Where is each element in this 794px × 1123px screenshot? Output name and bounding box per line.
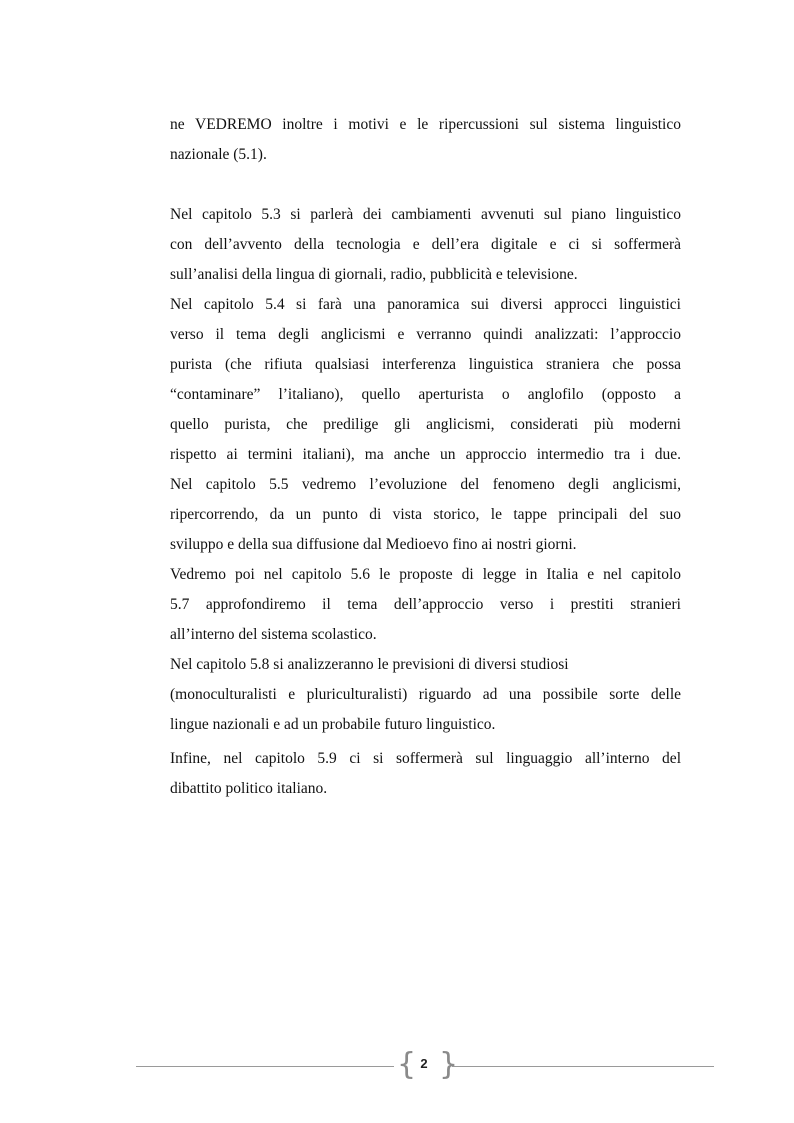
body-line: verso il tema degli anglicismi e verranno quindi analizzati: l’approccio [170,326,681,343]
body-line: purista (che rifiuta qualsiasi interferenza linguistica straniera che possa [170,356,681,373]
body-line: Infine, nel capitolo 5.9 ci si soffermerà sul linguaggio all’interno del [170,750,681,767]
body-line: all’interno del sistema scolastico. [170,626,377,643]
body-line: ne VEDREMO inoltre i motivi e le ripercussioni sul sistema linguistico [170,116,681,133]
body-line: dibattito politico italiano. [170,780,328,797]
body-line: sviluppo e della sua diffusione dal Medioevo fino ai nostri giorni. [170,536,577,553]
body-line: nazionale (5.1). [170,146,267,163]
body-line: 5.7 approfondiremo il tema dell’approccio verso i prestiti stranieri [170,596,681,613]
body-line: sull’analisi della lingua di giornali, radio, pubblicità e televisione. [170,266,578,283]
body-line: rispetto ai termini italiani), ma anche un approccio intermedio tra i due. [170,446,681,463]
footer-rule-left [136,1066,394,1067]
body-line: Vedremo poi nel capitolo 5.6 le proposte di legge in Italia e nel capitolo [170,566,681,583]
body-line: “contaminare” l’italiano), quello aperturista o anglofilo (opposto a [170,386,681,403]
body-line: ripercorrendo, da un punto di vista storico, le tappe principali del suo [170,506,681,523]
body-line: (monoculturalisti e pluriculturalisti) riguardo ad una possibile sorte delle [170,686,681,703]
body-line: quello purista, che predilige gli anglicismi, considerati più moderni [170,416,681,433]
footer-brace-right: } [439,1047,459,1082]
paragraph-gap [170,170,681,200]
footer-rule-right [452,1066,714,1067]
body-line: con dell’avvento della tecnologia e dell’era digitale e ci si soffermerà [170,236,681,253]
body-line: Nel capitolo 5.4 si farà una panoramica sui diversi approcci linguistici [170,296,681,313]
body-line: Nel capitolo 5.8 si analizzeranno le previsioni di diversi studiosi [170,656,569,673]
footer-brace-left: { [397,1047,417,1082]
body-line: Nel capitolo 5.5 vedremo l’evoluzione del fenomeno degli anglicismi, [170,476,681,493]
page-number: 2 [420,1056,428,1071]
body-text [170,110,681,804]
body-line: lingue nazionali e ad un probabile futuro linguistico. [170,716,496,733]
body-line: Nel capitolo 5.3 si parlerà dei cambiamenti avvenuti sul piano linguistico [170,206,681,223]
